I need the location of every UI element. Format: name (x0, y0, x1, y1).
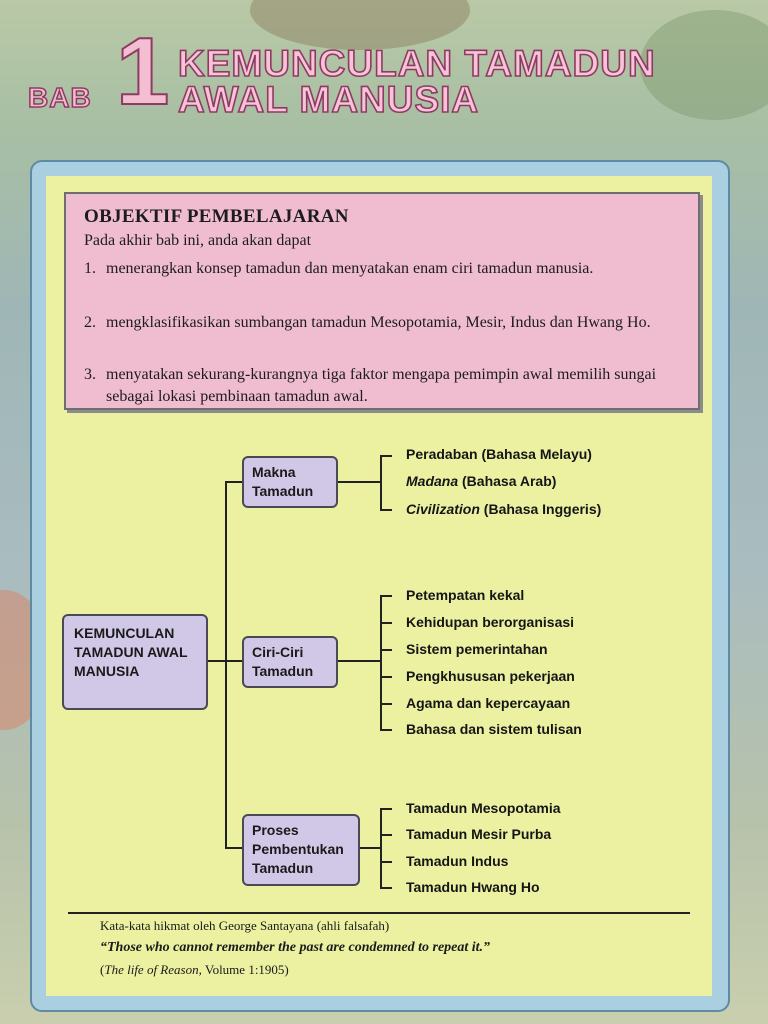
leaf-term: Sistem pemerintahan (406, 641, 548, 657)
leaf-item (406, 641, 548, 657)
leaf-term: Tamadun Indus (406, 853, 509, 869)
connector-line (380, 595, 382, 731)
objective-number: 2. (84, 314, 96, 331)
connector-line (380, 808, 392, 810)
leaf-item (406, 721, 582, 737)
connector-line (380, 834, 392, 836)
chapter-header (0, 0, 768, 140)
connector-line (380, 729, 392, 731)
connector-line (360, 847, 382, 849)
connector-line (380, 509, 392, 511)
connector-line (380, 455, 392, 457)
objective-text: menerangkan konsep tamadun dan menyatakan enam ciri tamadun manusia. (106, 260, 594, 277)
leaf-term: Peradaban (406, 446, 478, 462)
connector-line (380, 808, 382, 889)
leaf-term: Pengkhususan pekerjaan (406, 668, 575, 684)
leaf-item (406, 668, 575, 684)
leaf-item (406, 473, 556, 489)
chapter-title-line-2: AWAL MANUSIA (178, 79, 480, 120)
connector-line (380, 622, 392, 624)
leaf-term: Tamadun Mesopotamia (406, 800, 561, 816)
leaf-term: Civilization (406, 501, 480, 517)
connector-line (225, 660, 242, 662)
quote-source (100, 962, 289, 978)
leaf-note: (Bahasa Arab) (458, 473, 557, 489)
connector-line (225, 847, 242, 849)
leaf-item (406, 853, 508, 869)
leaf-item (406, 587, 524, 603)
leaf-item (406, 879, 540, 895)
objective-number: 1. (84, 260, 96, 277)
divider (68, 912, 690, 914)
branch-node-proses: Proses Pembentukan Tamadun (242, 814, 360, 886)
objective-item (84, 258, 684, 280)
leaf-term: Madana (406, 473, 459, 489)
connector-line (380, 861, 392, 863)
objectives-intro: Pada akhir bab ini, anda akan dapat (84, 232, 312, 249)
learning-objectives-box (64, 192, 700, 410)
quote-text: “Those who cannot remember the past are condemned to repeat it.” (100, 940, 491, 955)
leaf-term: Petempatan kekal (406, 587, 525, 603)
objective-item (84, 312, 684, 334)
objective-text: menyatakan sekurang-kurangnya tiga faktor mengapa pemimpin awal memilih sungai sebagai lokasi pembinaan tamadun awal. (106, 366, 657, 405)
leaf-term: Tamadun Hwang Ho (406, 879, 540, 895)
leaf-note: (Bahasa Inggeris) (479, 501, 602, 517)
objectives-title: OBJEKTIF PEMBELAJARAN (84, 206, 349, 227)
leaf-item (406, 826, 551, 842)
leaf-item (406, 614, 574, 630)
connector-line (380, 676, 392, 678)
quote-source-open: ( (100, 962, 105, 977)
chapter-label: BAB (28, 82, 92, 113)
connector-line (380, 887, 392, 889)
leaf-term: Agama dan kepercayaan (406, 695, 571, 711)
connector-line (380, 649, 392, 651)
leaf-note: (Bahasa Melayu) (477, 446, 592, 462)
connector-line (225, 481, 242, 483)
objective-text: mengklasifikasikan sumbangan tamadun Mesopotamia, Mesir, Indus dan Hwang Ho. (106, 314, 651, 331)
connector-line (225, 481, 227, 849)
leaf-item (406, 695, 570, 711)
objective-item (84, 364, 684, 408)
connector-line (208, 660, 226, 662)
connector-line (362, 481, 382, 483)
quote-source-rest: Volume 1:1905) (201, 962, 289, 977)
diagram-root-node: KEMUNCULAN TAMADUN AWAL MANUSIA (62, 614, 208, 710)
leaf-item (406, 501, 601, 517)
connector-line (338, 660, 382, 662)
connector-line (380, 703, 392, 705)
connector-line (338, 481, 362, 483)
quote-attribution: Kata-kata hikmat oleh George Santayana (ahli falsafah) (100, 918, 390, 933)
branch-node-makna: Makna Tamadun (242, 456, 338, 508)
quote-source-title: The life of Reason, (104, 962, 202, 977)
leaf-term: Bahasa dan sistem tulisan (406, 721, 582, 737)
objective-number: 3. (84, 366, 96, 383)
leaf-term: Tamadun Mesir Purba (406, 826, 552, 842)
chapter-title-line-1: KEMUNCULAN TAMADUN (178, 43, 656, 84)
branch-node-ciri: Ciri-Ciri Tamadun (242, 636, 338, 688)
connector-line (380, 595, 392, 597)
leaf-term: Kehidupan berorganisasi (406, 614, 575, 630)
chapter-number: 1 (116, 18, 170, 125)
connector-line (380, 455, 382, 511)
leaf-item (406, 446, 592, 462)
leaf-item (406, 800, 561, 816)
